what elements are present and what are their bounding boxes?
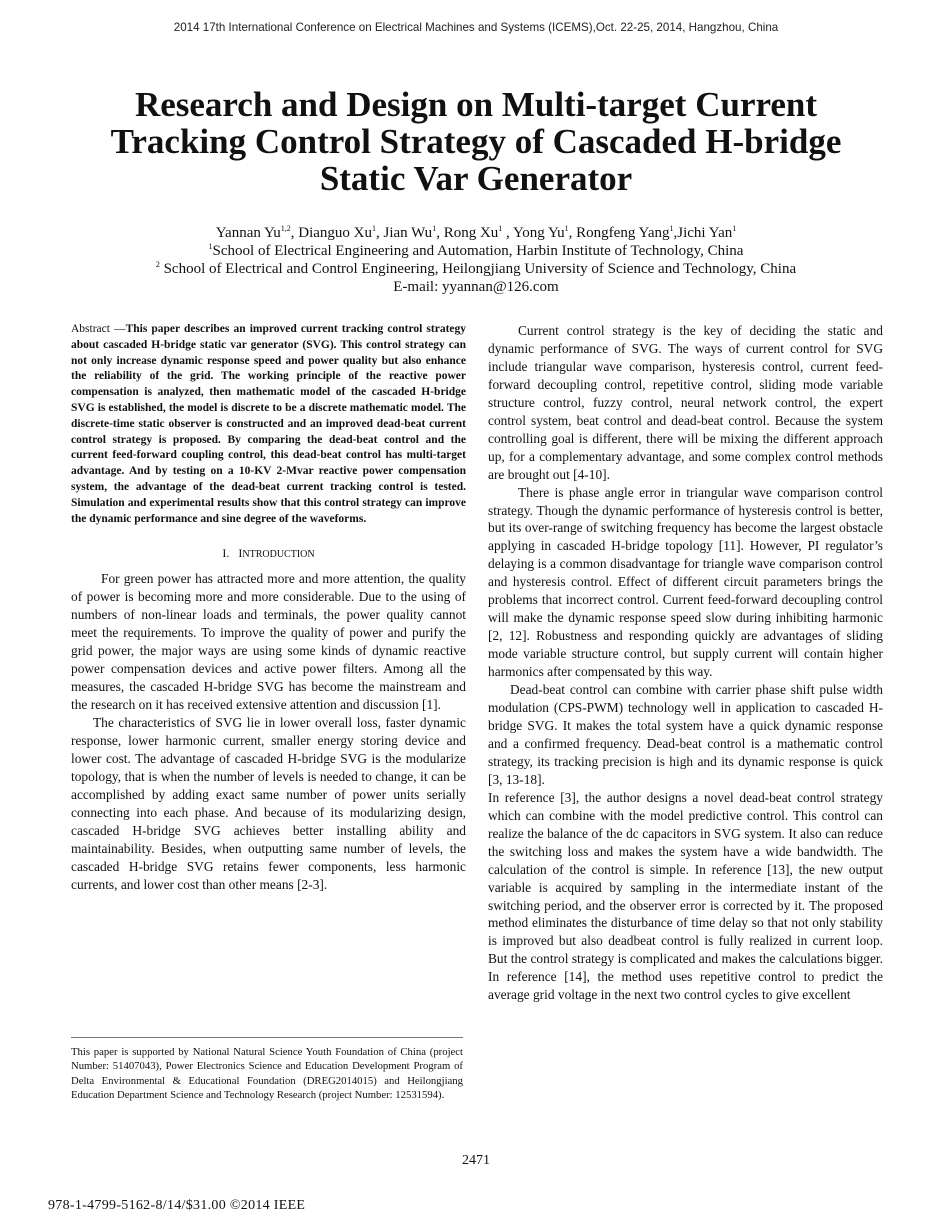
author-name: Yannan Yu (215, 225, 281, 241)
author-affiliation-mark: 1 (432, 224, 437, 233)
author-affiliation-mark: 1 (669, 224, 674, 233)
left-column (71, 322, 466, 894)
author-name: , Rong Xu (436, 225, 499, 241)
footnote-divider (71, 1037, 463, 1038)
author-affiliation-mark: 1,2 (280, 224, 291, 233)
paragraph: The characteristics of SVG lie in lower overall loss, faster dynamic response, lower harmonic current, smaller energy storing device and lower cost. The advantage of cascaded H-bridge SVG is the modularize topology, that is when the number of levels is needed to change, it can be accomplished by adding exact same number of power units serially connecting into each phase. And because of its modularizing design, cascaded H-bridge SVG achieves better installing ability and maintainability. Besides, when outputting same number of levels, the cascaded H-bridge SVG retains fewer components, less harmonic currents, and lower cost than other means [2-3]. (71, 714, 466, 892)
author-affiliation-mark: 1 (371, 224, 376, 233)
author-name: , Yong Yu (502, 225, 565, 241)
paragraph: Current control strategy is the key of deciding the static and dynamic performance of SVG. The ways of current control for SVG include triangular wave comparison, hysteresis control, current feed-forward decoupling control, repetitive control, sliding mode variable structure control, fuzzy control, neural network control, the expert control system, beat control and dead-beat control. Because the system controlling goal is different, there will be mixing the different approach up, for a complementary advantage, and some complex control methods are brought out [4-10]. (488, 323, 883, 482)
paragraph: There is phase angle error in triangular wave comparison control strategy. Though the dynamic performance of hysteresis control is better, but its over-range of switching frequency has become the largest obstacle applying in cascaded H-bridge topology [11]. However, PI regulator’s delaying is a common disadvantage for triangle wave comparison control and hysteresis control. Effect of different circuit parameters brings the problems that incorrect control. Current feed-forward decoupling control will make the dynamic response speed slow during inhibiting harmonic [2, 12]. Robustness and responding quickly are advantages of sliding mode variable structure control, but supply current will contain higher harmonics after compensated by this way. (488, 484, 883, 680)
affiliation-2 (40, 260, 912, 278)
copyright-line: 978-1-4799-5162-8/14/$31.00 ©2014 IEEE (48, 1198, 306, 1213)
paragraph: In reference [3], the author designs a novel dead-beat control strategy which can combine with the model predictive control. This control can realize the balance of the dc capacitors in SVG system. It also can reduce the switching loss and makes the system have a wide bandwidth. The calculation of the control is simple. In reference [13], the new output variable is acquired by sampling in the intermediate instant of the switching period, and the observer error is corrected by it. The proposed method eliminates the disturbance of time delay so that not only stability is improved but also deadbeat control is fully realized in current loop. But the control strategy is complicated and makes the calculations bigger. In reference [14], the method uses repetitive control to predict the average grid voltage in the next two control cycles to give excellent (488, 789, 883, 1003)
conference-header: 2014 17th International Conference on Electrical Machines and Systems (ICEMS),Oct. 22-25, 2014, Hangzhou, China (173, 21, 779, 34)
author-affiliation-mark: 1 (732, 224, 737, 233)
author-name: , Dianguo Xu (290, 225, 372, 241)
abstract-text: This paper describes an improved current tracking control strategy about cascaded H-bridge static var generator (SVG). This control strategy can not only increase dynamic response speed and power quality but also enhance the reliability of the grid. The working principle of the reactive power compensation is analyzed, then mathematic model of the cascaded H-bridge SVG is established, the model is discrete to be a discrete mathematic model. The discrete-time static observer is constructed and an improved dead-beat current control strategy is proposed. By comparing the dead-beat control and the current feed-forward coupling control, this dead-beat control has multi-target advantage. And by testing on a 10-KV 2-Mvar reactive power compensation system, the advantage of the dead-beat current tracking control is tested. Simulation and experimental results show that this control strategy can improve the dynamic performance and sine degree of the waveforms. (71, 323, 466, 525)
right-column (488, 322, 883, 1004)
paragraph: For green power has attracted more and more attention, the quality of power is becoming more and more considerable. Due to the using of numbers of non-linear loads and terminals, the power quality cannot meet the requirements. To improve the quality of power and purify the grid power, the major ways are using some kinds of dynamic reactive power compensation devices and active power filters. Among all the measures, the cascaded H-bridge SVG has become the mainstream and the research on it has received extensive attention and discussion [1]. (71, 571, 466, 713)
affiliation-1 (40, 242, 912, 260)
author-block (40, 224, 912, 296)
author-affiliation-mark: 1 (498, 224, 503, 233)
abstract (71, 322, 466, 527)
author-list (40, 224, 912, 242)
footnote: This paper is supported by National Natural Science Youth Foundation of China (project Number: 51407043), Power Electronics Science and Education Development Program of Delta Environmental & Educational Foundation (DREG2014015) and Heilongjiang Education Department Science and Technology Research (project Number: 12531594). (71, 1046, 463, 1102)
abstract-label: Abstract — (71, 323, 126, 335)
author-email: E-mail: yyannan@126.com (393, 279, 559, 295)
title-line-2: Tracking Control Strategy of Cascaded H-bridge (110, 122, 842, 161)
section-initial: I (238, 546, 243, 561)
section-title-rest: NTRODUCTION (242, 549, 315, 561)
affiliation-mark: 2 (155, 260, 160, 269)
section-number: I. (222, 546, 230, 561)
page-number: 2471 (462, 1153, 490, 1168)
section-heading-introduction (71, 546, 466, 562)
author-name: , Rongfeng Yang (568, 225, 670, 241)
affiliation-text: School of Electrical Engineering and Automation, Harbin Institute of Technology, China (212, 243, 744, 259)
title-line-3: Static Var Generator (319, 159, 633, 198)
author-name: , Jian Wu (375, 225, 433, 241)
title-line-1: Research and Design on Multi-target Current (134, 85, 818, 124)
affiliation-mark: 1 (208, 242, 213, 251)
paragraph: Dead-beat control can combine with carrier phase shift pulse width modulation (CPS-PWM) technology well in application to cascaded H-bridge SVG. It makes the total system have a quick dynamic response and a confirmed frequency. Dead-beat control is a mathematic control strategy, its tracking precision is high and its dynamic response is quick [3, 13-18]. (488, 682, 883, 787)
paper-title (40, 86, 912, 197)
affiliation-text: School of Electrical and Control Engineering, Heilongjiang University of Science and Technology, China (159, 261, 797, 277)
author-affiliation-mark: 1 (564, 224, 569, 233)
author-name: ,Jichi Yan (673, 225, 733, 241)
